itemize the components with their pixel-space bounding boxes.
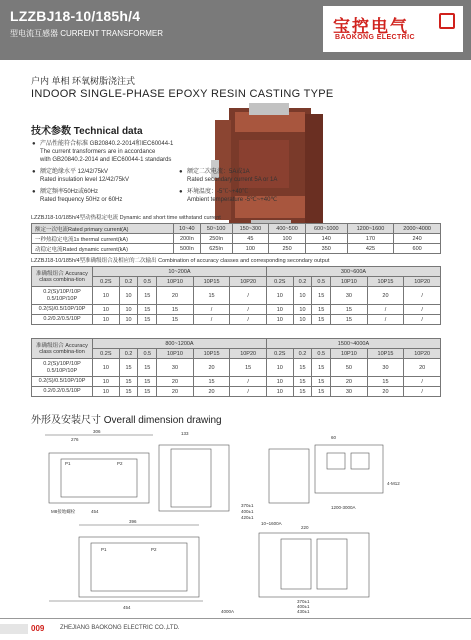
bullet-text: Rated secondary current 5A or 1A bbox=[187, 177, 278, 183]
table-cell: 15 bbox=[312, 377, 331, 387]
table-cell: 30 bbox=[331, 387, 368, 397]
table-cell: 20 bbox=[157, 287, 194, 305]
table-cell: 50~100 bbox=[200, 224, 232, 234]
table-col-header: 10P20 bbox=[404, 349, 441, 359]
table-cell: 10 bbox=[266, 287, 293, 305]
dim-label: 133 bbox=[181, 431, 189, 436]
table-cell: 100 bbox=[269, 234, 306, 244]
table-row bbox=[32, 377, 441, 387]
table-cell: 10 bbox=[266, 305, 293, 315]
table-cell: 15 bbox=[138, 377, 157, 387]
row-label: 0.2(S)/0.5/10P/10P bbox=[32, 305, 93, 315]
bullet-text: ● 额定绝缘水平 12/42/75kV bbox=[40, 169, 109, 175]
table-cell: 15 bbox=[293, 387, 312, 397]
table-cell: 15 bbox=[157, 315, 194, 325]
table-cell: 15 bbox=[312, 315, 331, 325]
table-cell: 200In bbox=[174, 234, 201, 244]
table-col-header: 10P10 bbox=[157, 349, 194, 359]
table-cell: 15 bbox=[367, 377, 404, 387]
table-cell: / bbox=[367, 315, 404, 325]
table-cell: 动稳定电流Rated dynamic current(kA) bbox=[32, 244, 174, 254]
row-label: 0.2/0.2/0.5/10P bbox=[32, 315, 93, 325]
table-cell: 15 bbox=[119, 359, 138, 377]
bullet-standard bbox=[40, 140, 173, 164]
footer bbox=[0, 618, 471, 640]
table-cell: 10 bbox=[93, 287, 120, 305]
table-cell: 45 bbox=[232, 234, 269, 244]
table-cell: / bbox=[367, 305, 404, 315]
table-cell: / bbox=[230, 287, 267, 305]
table-cell: 15 bbox=[157, 305, 194, 315]
table1-caption: LZZBJ18-10/185h/4型动热稳定电流 Dynamic and short time withstand current bbox=[31, 215, 221, 221]
header-bar bbox=[0, 0, 471, 60]
table-cell: 15 bbox=[193, 377, 230, 387]
dim-label: 370±1 bbox=[241, 503, 254, 508]
dim-label: 60 bbox=[331, 435, 337, 440]
table-cell: 15 bbox=[119, 387, 138, 397]
table-cell: 100 bbox=[232, 244, 269, 254]
company-name: ZHEJIANG BAOKONG ELECTRIC CO.,LTD. bbox=[60, 625, 180, 631]
table-cell: 20 bbox=[404, 359, 441, 377]
dim-label: 1200-3000A bbox=[331, 505, 356, 510]
table-cell: 250 bbox=[269, 244, 306, 254]
table-cell: 500In bbox=[174, 244, 201, 254]
table-cell: / bbox=[404, 315, 441, 325]
table-col-header: 0.2 bbox=[119, 277, 138, 287]
table-cell: 15 bbox=[312, 359, 331, 377]
table-cell: / bbox=[230, 387, 267, 397]
table-col-header: 10P15 bbox=[193, 277, 230, 287]
table-cell: 15 bbox=[312, 287, 331, 305]
bullet-secondary-current bbox=[187, 168, 277, 184]
table-cell: 600~1000 bbox=[305, 224, 347, 234]
table-cell: 10 bbox=[93, 315, 120, 325]
table-cell: 150~300 bbox=[232, 224, 269, 234]
dim-label: 4000A bbox=[221, 609, 235, 614]
dim-label: 420±1 bbox=[241, 515, 254, 520]
table-cell: 10 bbox=[119, 287, 138, 305]
product-title: LZZBJ18-10/185h/4 bbox=[10, 8, 141, 24]
table-header-label: 准确级组合 Accuracy class combina-tion bbox=[32, 339, 93, 359]
dim-label: P2 bbox=[151, 547, 157, 552]
table-col-header: 0.2S bbox=[266, 277, 293, 287]
table-cell: 10 bbox=[293, 305, 312, 315]
row-label: 0.2(S)/10P/10P 0.5/10P/10P bbox=[32, 287, 93, 305]
row-label: 0.2(S)/0.5/10P/10P bbox=[32, 377, 93, 387]
table-cell: 50 bbox=[331, 359, 368, 377]
table-cell: 15 bbox=[119, 377, 138, 387]
table-cell: 20 bbox=[193, 387, 230, 397]
table-cell: 15 bbox=[230, 359, 267, 377]
table-cell: 10~40 bbox=[174, 224, 201, 234]
dim-label: 306 bbox=[93, 429, 101, 434]
dim-label: 396 bbox=[129, 519, 137, 524]
table-cell: 1200~1600 bbox=[347, 224, 394, 234]
bullet-text: Rated insulation level 12/42/75kV bbox=[40, 177, 130, 183]
table-cell: 15 bbox=[138, 287, 157, 305]
accuracy-table-a bbox=[31, 266, 441, 325]
table-cell: 350 bbox=[305, 244, 347, 254]
logo-cn: 宝控电气 bbox=[333, 17, 409, 36]
table-cell: 20 bbox=[367, 287, 404, 305]
table-header-label: 准确级组合 Accuracy class combina-tion bbox=[32, 267, 93, 287]
drawing-heading: 外形及安装尺寸 Overall dimension drawing bbox=[31, 415, 222, 426]
table-cell: 10 bbox=[266, 387, 293, 397]
dim-label: 220 bbox=[301, 525, 309, 530]
table-cell: 15 bbox=[138, 315, 157, 325]
bullet-text: ● 环境温度：-5℃~+40℃ bbox=[187, 189, 249, 195]
bullet-text: The current transformers are in accordance bbox=[40, 149, 156, 155]
bullet-text: ● 额定二次电流：5A或1A bbox=[187, 169, 250, 175]
table-col-header: 0.5 bbox=[138, 349, 157, 359]
table-cell: / bbox=[230, 305, 267, 315]
table-col-header: 10P20 bbox=[404, 277, 441, 287]
table-cell: 10 bbox=[93, 377, 120, 387]
logo-en: BAOKONG ELECTRIC bbox=[335, 34, 415, 41]
table-cell: 140 bbox=[305, 234, 347, 244]
table-cell: 20 bbox=[157, 387, 194, 397]
footer-divider bbox=[0, 618, 471, 619]
row-label: 0.2/0.2/0.5/10P bbox=[32, 387, 93, 397]
table-cell: / bbox=[230, 377, 267, 387]
bullet-text: ● 产品性能符合标准 GB20840.2-2014和IEC60044-1 bbox=[40, 141, 174, 147]
table-col-header: 10P20 bbox=[230, 277, 267, 287]
table-cell: 10 bbox=[93, 359, 120, 377]
intro-cn: 户内 单相 环氧树脂浇注式 bbox=[31, 76, 136, 86]
table-cell: 15 bbox=[138, 387, 157, 397]
table-col-header: 10P10 bbox=[331, 277, 368, 287]
table-cell: 15 bbox=[293, 377, 312, 387]
table-cell: 400~500 bbox=[269, 224, 306, 234]
bullet-text: Ambient temperature -5℃~+40℃ bbox=[187, 197, 278, 203]
dim-label: 430±1 bbox=[297, 609, 310, 614]
table-col-header: 10P20 bbox=[230, 349, 267, 359]
table-cell: 20 bbox=[193, 359, 230, 377]
bullet-text: ● 额定频率50Hz或60Hz bbox=[40, 189, 99, 195]
bullet-ambient bbox=[187, 188, 277, 204]
table-cell: 15 bbox=[138, 359, 157, 377]
table-cell: 10 bbox=[266, 315, 293, 325]
dim-label: M8接地螺栓 bbox=[51, 509, 76, 514]
table-cell: / bbox=[193, 305, 230, 315]
table-col-header: 10P15 bbox=[193, 349, 230, 359]
table-cell: 30 bbox=[367, 359, 404, 377]
bullet-frequency bbox=[40, 188, 122, 204]
table-cell: / bbox=[193, 315, 230, 325]
table-cell: 170 bbox=[347, 234, 394, 244]
dimension-drawing bbox=[31, 425, 451, 615]
table-col-header: 0.2 bbox=[119, 349, 138, 359]
table-cell: 2000~4000 bbox=[394, 224, 441, 234]
dim-label: 400±1 bbox=[241, 509, 254, 514]
withstand-table bbox=[31, 223, 441, 254]
table-row bbox=[32, 387, 441, 397]
table-cell: 10 bbox=[93, 387, 120, 397]
table-col-header: 0.5 bbox=[138, 277, 157, 287]
dim-label: 454 bbox=[91, 509, 99, 514]
dim-label: 400±1 bbox=[297, 604, 310, 609]
table-cell: 10 bbox=[293, 315, 312, 325]
table-cell: 15 bbox=[293, 359, 312, 377]
table-col-header: 10P15 bbox=[367, 349, 404, 359]
table-col-header: 0.5 bbox=[312, 349, 331, 359]
table-cell: 10 bbox=[119, 315, 138, 325]
table-cell: 10 bbox=[266, 377, 293, 387]
table-cell: 15 bbox=[312, 387, 331, 397]
table-cell: 10 bbox=[293, 287, 312, 305]
table-header-range: 800~1200A bbox=[93, 339, 267, 349]
table-col-header: 0.2S bbox=[93, 349, 120, 359]
table-row bbox=[32, 287, 441, 305]
table-cell: 10 bbox=[93, 305, 120, 315]
dim-label: 4-M12 bbox=[387, 481, 400, 486]
dim-label: P1 bbox=[101, 547, 107, 552]
dim-label: 10~1600A bbox=[261, 521, 282, 526]
brand-logo bbox=[323, 6, 463, 52]
table-col-header: 0.2 bbox=[293, 277, 312, 287]
dim-label: 370±1 bbox=[297, 599, 310, 604]
table-row bbox=[32, 359, 441, 377]
table-cell: 30 bbox=[157, 359, 194, 377]
bullet-insulation bbox=[40, 168, 129, 184]
dim-label: 454 bbox=[123, 605, 131, 610]
page-number: 009 bbox=[31, 624, 45, 633]
row-label: 0.2(S)/10P/10P 0.5/10P/10P bbox=[32, 359, 93, 377]
table-cell: 15 bbox=[312, 305, 331, 315]
table-cell: 425 bbox=[347, 244, 394, 254]
table-cell: 250In bbox=[200, 234, 232, 244]
table-cell: 10 bbox=[119, 305, 138, 315]
table-cell: 15 bbox=[193, 287, 230, 305]
logo-mark-icon bbox=[439, 13, 455, 29]
table-cell: 额定一次电流Rated primary current(A) bbox=[32, 224, 174, 234]
table-cell: 240 bbox=[394, 234, 441, 244]
table-cell: / bbox=[404, 377, 441, 387]
table-cell: 30 bbox=[331, 287, 368, 305]
tech-heading: 技术参数 Technical data bbox=[31, 126, 143, 137]
table-cell: 10 bbox=[266, 359, 293, 377]
table-header-range: 300~600A bbox=[266, 267, 440, 277]
table-cell: 20 bbox=[157, 377, 194, 387]
table-cell: / bbox=[230, 315, 267, 325]
table-cell: 15 bbox=[331, 305, 368, 315]
accuracy-table-b bbox=[31, 338, 441, 397]
table-col-header: 10P10 bbox=[157, 277, 194, 287]
bullet-text: with GB20840.2-2014 and IEC60044-1 standards bbox=[40, 157, 172, 163]
table-col-header: 0.2 bbox=[293, 349, 312, 359]
dim-label: 276 bbox=[71, 437, 79, 442]
bullet-text: Rated frequency 50Hz or 60Hz bbox=[40, 197, 123, 203]
table-row bbox=[32, 305, 441, 315]
table-cell: 625In bbox=[200, 244, 232, 254]
table-col-header: 10P10 bbox=[331, 349, 368, 359]
table-col-header: 0.2S bbox=[266, 349, 293, 359]
table-row bbox=[32, 315, 441, 325]
table-cell: 15 bbox=[331, 315, 368, 325]
table-col-header: 0.2S bbox=[93, 277, 120, 287]
table-col-header: 0.5 bbox=[312, 277, 331, 287]
table-cell: 600 bbox=[394, 244, 441, 254]
product-subtitle: 型电流互感器 CURRENT TRANSFORMER bbox=[10, 29, 164, 38]
table2-caption: LZZBJ18-10/185h/4型准确级组合及相应的二次输出 Combination of accuracy classes and corresponding secondary output bbox=[31, 258, 330, 264]
table-col-header: 10P15 bbox=[367, 277, 404, 287]
table-cell: / bbox=[404, 387, 441, 397]
table-header-range: 10~200A bbox=[93, 267, 267, 277]
table-header-range: 1500~4000A bbox=[266, 339, 440, 349]
table-cell: 一秒热稳定电流1s thermal current(kA) bbox=[32, 234, 174, 244]
dim-label: P2 bbox=[117, 461, 123, 466]
footer-tab bbox=[0, 624, 28, 634]
table-cell: 20 bbox=[331, 377, 368, 387]
dim-label: P1 bbox=[65, 461, 71, 466]
table-cell: 15 bbox=[138, 305, 157, 315]
table-cell: 20 bbox=[367, 387, 404, 397]
table-cell: / bbox=[404, 287, 441, 305]
table-cell: / bbox=[404, 305, 441, 315]
intro-en: INDOOR SINGLE-PHASE EPOXY RESIN CASTING TYPE bbox=[31, 88, 334, 100]
